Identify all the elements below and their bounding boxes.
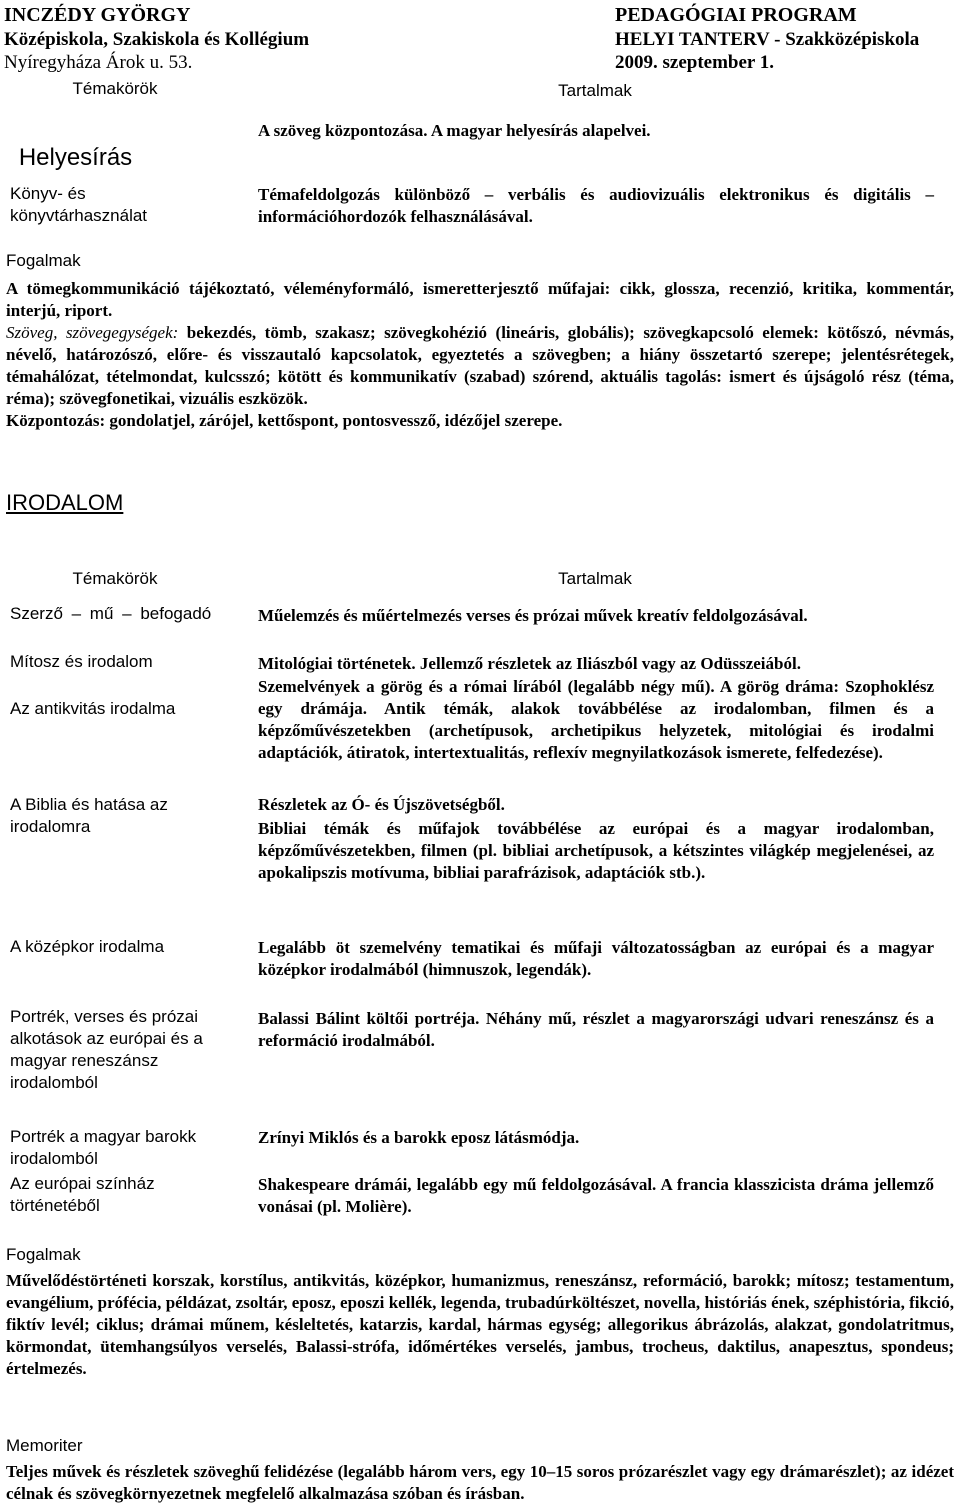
program-title: PEDAGÓGIAI PROGRAM bbox=[615, 4, 857, 26]
topics-column-heading: Témakörök bbox=[72, 79, 158, 98]
content-item: Zrínyi Miklós és a barokk eposz látásmódja. bbox=[258, 1128, 580, 1147]
content-item: Műelemzés és műértelmezés verses és prózai művek kreatív feldolgozásával. bbox=[258, 606, 808, 625]
content-item: Balassi Bálint költői portréja. Néhány mű, részlet a magyarországi udvari reneszánsz és a reformáció irodalmából. bbox=[258, 1009, 934, 1050]
content-column-heading: Tartalmak bbox=[558, 569, 632, 588]
program-date: 2009. szeptember 1. bbox=[615, 52, 775, 73]
topic-item: Mítosz és irodalom bbox=[10, 652, 153, 671]
topic-item: Az európai színház történetéből bbox=[10, 1174, 155, 1215]
topic-item: Portrék, verses és prózai alkotások az európai és a magyar reneszánsz irodalomból bbox=[10, 1007, 203, 1092]
fogalmak-label: Fogalmak bbox=[6, 1245, 81, 1264]
topics-column-heading: Témakörök bbox=[72, 569, 158, 588]
section-title-irodalom: IRODALOM bbox=[6, 490, 124, 515]
content-item: Részletek az Ó- és Újszövetségből. bbox=[258, 795, 505, 814]
school-address: Nyíregyháza Árok u. 53. bbox=[4, 52, 193, 73]
fogalmak-terms: bekezdés, tömb, szakasz; szövegkohézió (lineáris, globális); szövegkapcsoló elemek: kötőszó, névmás, névelő, határozószó, előre- és visszautaló kapcsolatok, egyeztetés a szövegben; a hiány összetartó szerepe; jelentésrétegek, témahálózat, tételmondat, kulcsszó; kötött és kommunikatív (szabad) szórend, aktuális tagolás: ismert és újságoló rész (téma, réma); szövegfonetikai, vizuális eszközök. bbox=[6, 323, 954, 408]
content-helyesiras: A szöveg központozása. A magyar helyesírás alapelvei. bbox=[258, 121, 651, 140]
fogalmak-paragraph: Központozás: gondolatjel, zárójel, kettőspont, pontosvessző, idézőjel szerepe. bbox=[6, 411, 563, 430]
topic-item: Portrék a magyar barokk irodalomból bbox=[10, 1127, 197, 1168]
topic-item: Az antikvitás irodalma bbox=[10, 699, 176, 718]
curriculum-title: HELYI TANTERV - Szakközépiskola bbox=[615, 29, 920, 50]
fogalmak-italic-term: Szöveg, szövegegységek: bbox=[6, 323, 179, 342]
content-item: Legalább öt szemelvény tematikai és műfaji változatosságban az európai és a magyar középkor irodalmából (himnuszok, legendák). bbox=[258, 938, 934, 979]
fogalmak-label: Fogalmak bbox=[6, 251, 81, 270]
fogalmak-text bbox=[6, 278, 954, 432]
content-item: Mitológiai történetek. Jellemző részletek az Iliászból vagy az Odüsszeiából. bbox=[258, 654, 801, 673]
fogalmak-text: Művelődéstörténeti korszak, korstílus, antikvitás, középkor, humanizmus, reneszánsz, reformáció, barokk; mítosz; testamentum, evangélium, prófécia, példázat, zsoltár, eposz, eposzi kellék, legenda, trubadúrköltészet, novella, históriás ének, széphistória, fikció, fiktív levél; ciklus; drámai műnem, késleltetés, katarzis, kardal, hármas egység; allegorikus ábrázolás, alakzat, gondolatritmus, körmondat, ütemhangsúlyos verselés, Balassi-strófa, időmértékes verselés, jambus, trocheus, daktilus, anapesztus, spondeus; értelmezés. bbox=[6, 1271, 954, 1378]
topic-item: Szerző – mű – befogadó bbox=[10, 604, 212, 623]
topic-item: A Biblia és hatása az irodalomra bbox=[10, 795, 168, 836]
content-column-heading: Tartalmak bbox=[558, 81, 632, 100]
school-type: Középiskola, Szakiskola és Kollégium bbox=[4, 29, 310, 50]
content-item: Shakespeare drámái, legalább egy mű feldolgozásával. A francia klasszicista dráma jellemző vonásai (pl. Molière). bbox=[258, 1175, 934, 1216]
topic-helyesiras: Helyesírás bbox=[18, 144, 133, 171]
topic-konyvtar: Könyv- és könyvtárhasználat bbox=[10, 184, 148, 225]
content-item: Bibliai témák és műfajok továbbélése az európai és a magyar irodalomban, képzőművészetekben, filmen (pl. bibliai archetípusok, a kétszintes világkép megjelenései, az apokalipszis motívuma, bibliai parafrázisok, adaptációk stb.). bbox=[258, 819, 934, 882]
content-item: Szemelvények a görög és a római lírából (legalább négy mű). A görög dráma: Szophoklész egy drámája. Antik témák, alakok továbbélése az irodalomban, filmen és a képzőművészetekben (archetípusok, archetipikus helyzetek, mitológiai és irodalmi adaptációk, átiratok, intertextualitás, reflexív megnyilatkozások ismerete, felfedezése). bbox=[258, 677, 934, 762]
content-konyvtar: Témafeldolgozás különböző – verbális és audiovizuális elektronikus és digitális – információhordozók felhasználásával. bbox=[258, 185, 934, 226]
memoriter-label: Memoriter bbox=[6, 1436, 83, 1455]
memoriter-text: Teljes művek és részletek szöveghű felidézése (legalább három vers, egy 10–15 soros prózarészlet vagy egy drámarészlet); az idézet célnak és szövegkörnyezetnek megfelelő alkalmazása szóban és írásban. bbox=[6, 1462, 954, 1503]
school-name: INCZÉDY GYÖRGY bbox=[4, 4, 191, 26]
fogalmak-paragraph: A tömegkommunikáció tájékoztató, véleményformáló, ismeretterjesztő műfajai: cikk, glossza, recenzió, kritika, kommentár, interjú, riport. bbox=[6, 279, 954, 320]
fogalmak-paragraph bbox=[6, 322, 954, 410]
topic-item: A középkor irodalma bbox=[10, 937, 165, 956]
